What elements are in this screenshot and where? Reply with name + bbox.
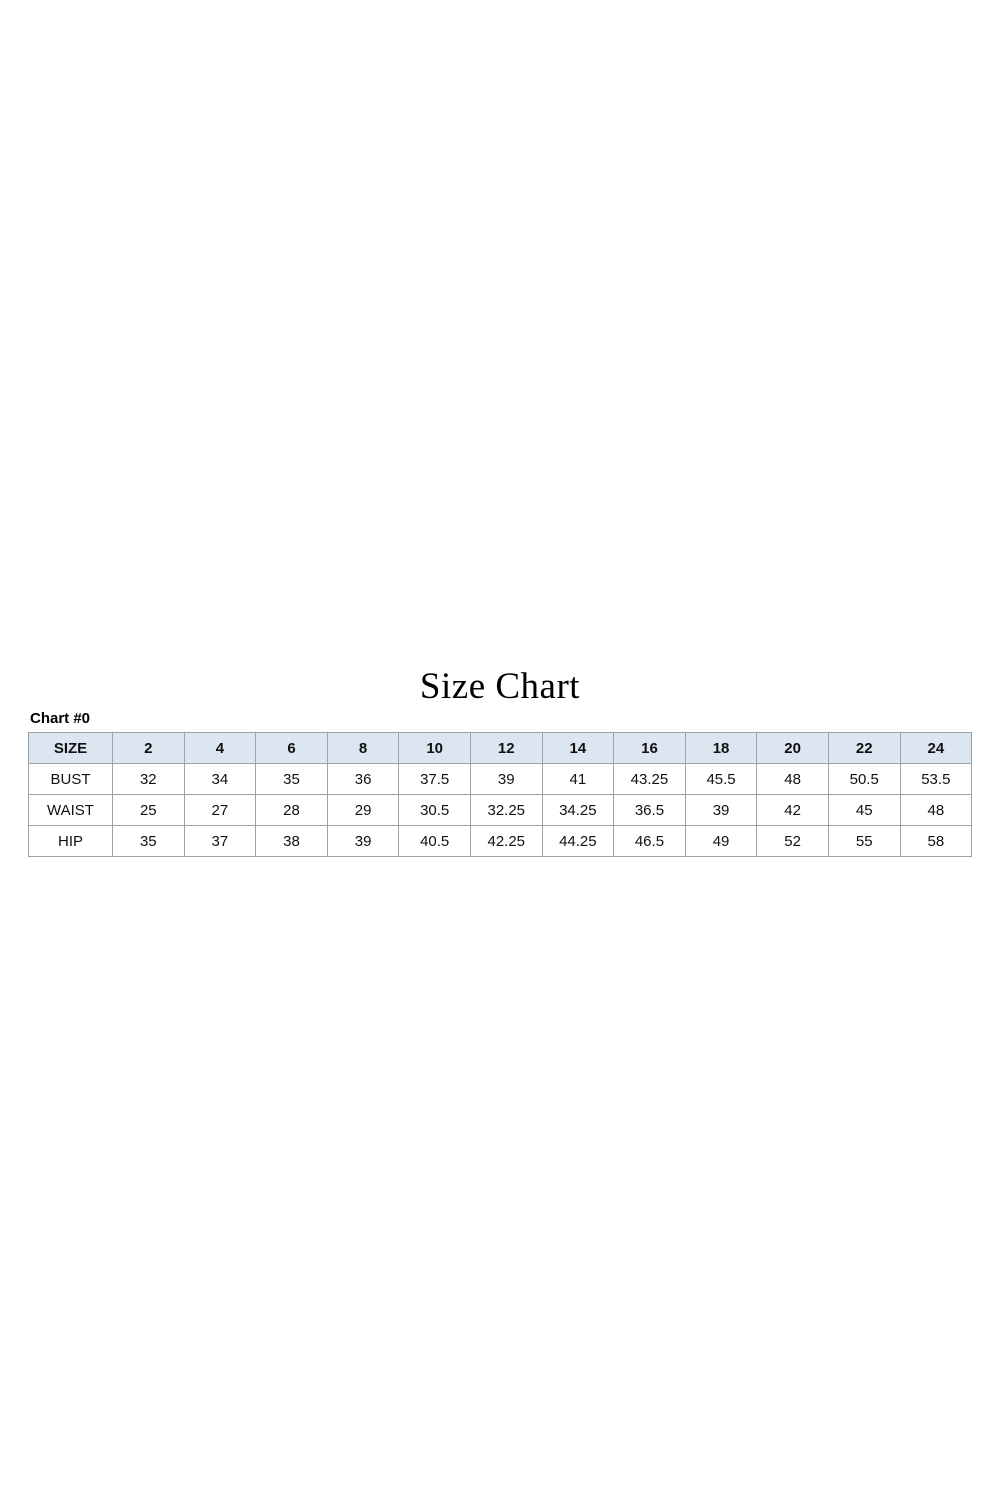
cell-bust-24: 53.5: [900, 764, 972, 795]
cell-waist-10: 30.5: [399, 795, 471, 826]
page-title: Size Chart: [419, 666, 581, 707]
column-header-size-12: 12: [470, 733, 542, 764]
row-header-waist: WAIST: [29, 795, 113, 826]
cell-bust-6: 35: [256, 764, 328, 795]
cell-bust-22: 50.5: [828, 764, 900, 795]
column-header-size-22: 22: [828, 733, 900, 764]
cell-waist-12: 32.25: [470, 795, 542, 826]
cell-bust-8: 36: [327, 764, 399, 795]
column-header-size-6: 6: [256, 733, 328, 764]
table-header: [29, 733, 972, 764]
cell-waist-24: 48: [900, 795, 972, 826]
size-chart-table-container: [28, 732, 972, 857]
cell-bust-2: 32: [113, 764, 185, 795]
column-header-size-10: 10: [399, 733, 471, 764]
column-header-size-18: 18: [685, 733, 757, 764]
cell-hip-14: 44.25: [542, 826, 614, 857]
cell-hip-8: 39: [327, 826, 399, 857]
cell-waist-8: 29: [327, 795, 399, 826]
cell-bust-18: 45.5: [685, 764, 757, 795]
cell-waist-4: 27: [184, 795, 256, 826]
size-chart-table: [28, 732, 972, 857]
cell-hip-4: 37: [184, 826, 256, 857]
cell-waist-22: 45: [828, 795, 900, 826]
table-header-row: [29, 733, 972, 764]
cell-bust-10: 37.5: [399, 764, 471, 795]
cell-hip-24: 58: [900, 826, 972, 857]
column-header-size-14: 14: [542, 733, 614, 764]
cell-waist-16: 36.5: [614, 795, 686, 826]
column-header-size-4: 4: [184, 733, 256, 764]
cell-hip-10: 40.5: [399, 826, 471, 857]
table-row: [29, 826, 972, 857]
column-header-size-24: 24: [900, 733, 972, 764]
chart-number-label: Chart #0: [30, 710, 91, 727]
cell-hip-22: 55: [828, 826, 900, 857]
cell-hip-18: 49: [685, 826, 757, 857]
cell-bust-12: 39: [470, 764, 542, 795]
row-header-bust: BUST: [29, 764, 113, 795]
column-header-size-20: 20: [757, 733, 829, 764]
table-body: [29, 764, 972, 857]
cell-hip-6: 38: [256, 826, 328, 857]
cell-waist-2: 25: [113, 795, 185, 826]
column-header-size-8: 8: [327, 733, 399, 764]
cell-bust-4: 34: [184, 764, 256, 795]
cell-hip-20: 52: [757, 826, 829, 857]
column-header-size-16: 16: [614, 733, 686, 764]
column-header-size: SIZE: [29, 733, 113, 764]
table-row: [29, 795, 972, 826]
cell-hip-2: 35: [113, 826, 185, 857]
cell-waist-6: 28: [256, 795, 328, 826]
cell-waist-14: 34.25: [542, 795, 614, 826]
cell-hip-12: 42.25: [470, 826, 542, 857]
cell-bust-14: 41: [542, 764, 614, 795]
cell-bust-20: 48: [757, 764, 829, 795]
row-header-hip: HIP: [29, 826, 113, 857]
table-row: [29, 764, 972, 795]
cell-waist-18: 39: [685, 795, 757, 826]
cell-bust-16: 43.25: [614, 764, 686, 795]
column-header-size-2: 2: [113, 733, 185, 764]
cell-hip-16: 46.5: [614, 826, 686, 857]
cell-waist-20: 42: [757, 795, 829, 826]
